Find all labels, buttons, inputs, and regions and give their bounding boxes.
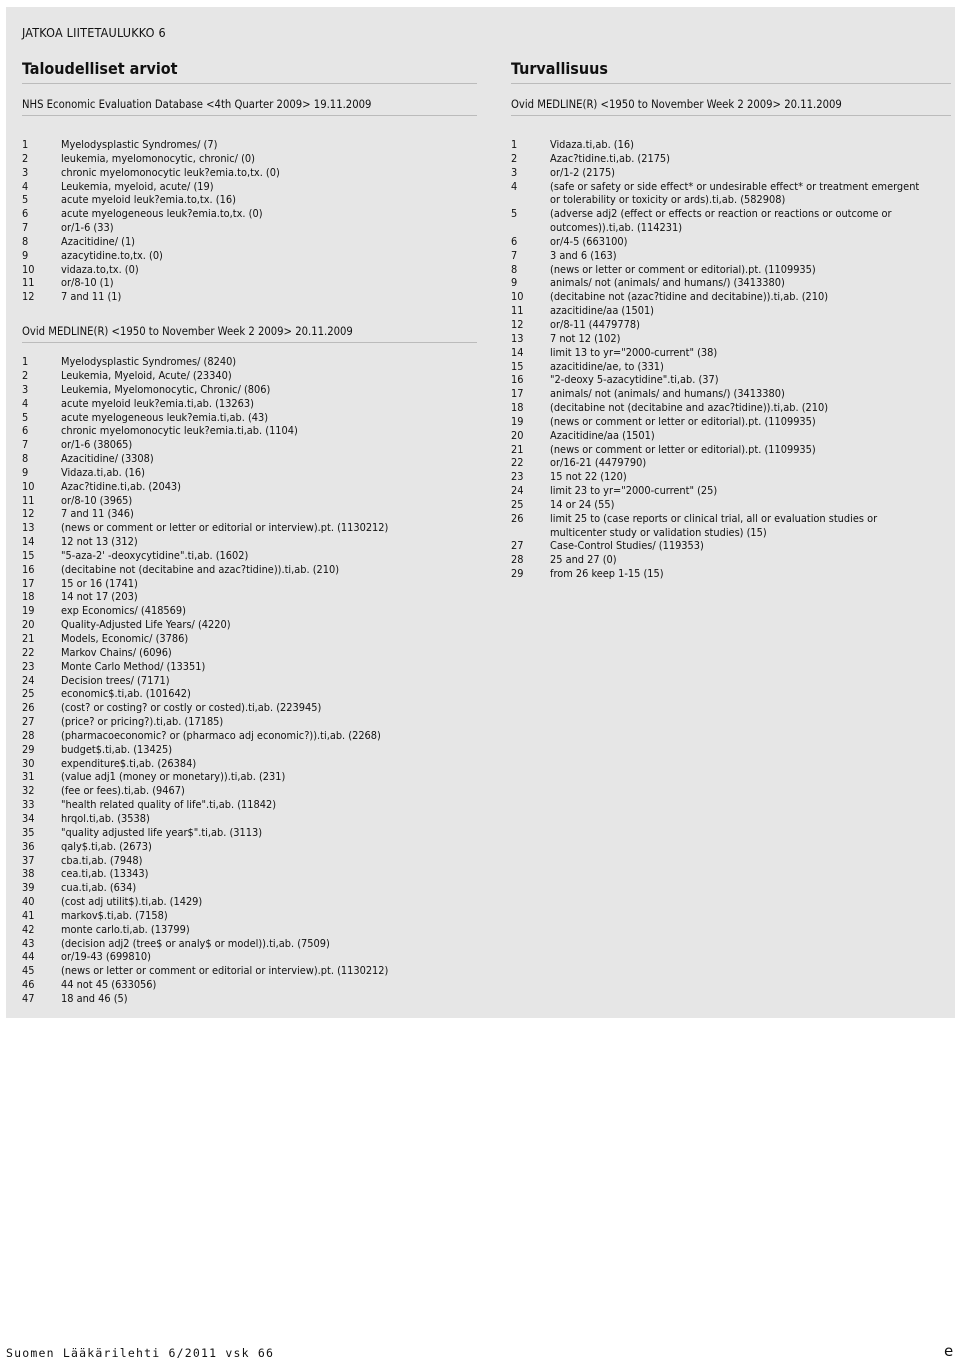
query-text: 14 not 17 (203) <box>61 590 138 604</box>
query-text: (safe or safety or side effect* or undesirable effect* or treatment emergent or tolerability or toxicity or ards).ti,ab. (582908) <box>550 179 920 207</box>
query-text: (news or comment or letter or editorial).pt. (1109935) <box>550 442 816 456</box>
query-text: 18 and 46 (5) <box>61 991 128 1005</box>
query-text: (pharmacoeconomic? or (pharmaco adj economic?)).ti,ab. (2268) <box>61 728 381 742</box>
query-text: (decitabine not (decitabine and azac?tidine)).ti,ab. (210) <box>550 401 829 415</box>
query-number: 45 <box>22 964 35 978</box>
query-number: 7 <box>22 221 29 235</box>
query-row <box>22 207 477 221</box>
query-number: 26 <box>511 511 524 525</box>
query-row <box>511 207 951 235</box>
query-number: 8 <box>22 234 29 248</box>
query-row <box>511 539 951 553</box>
query-number: 9 <box>22 465 29 479</box>
query-text: chronic myelomonocytic leuk?emia.to,tx. (0) <box>61 165 280 179</box>
query-row <box>22 521 477 535</box>
query-text: "health related quality of life".ti,ab. (11842) <box>61 798 277 812</box>
query-row <box>511 180 951 208</box>
query-text: from 26 keep 1-15 (15) <box>550 567 664 581</box>
query-number: 47 <box>22 991 35 1005</box>
query-row <box>22 452 477 466</box>
query-number: 1 <box>511 138 518 151</box>
query-number: 1 <box>22 355 29 369</box>
query-row <box>22 743 477 757</box>
query-number: 43 <box>22 936 35 950</box>
query-number: 29 <box>22 742 35 756</box>
query-text: (adverse adj2 (effect or effects or reaction or reactions or outcome or outcomes)).ti,ab. (114231) <box>550 207 892 235</box>
query-text: Case-Control Studies/ (119353) <box>550 539 704 553</box>
query-number: 3 <box>22 382 29 396</box>
query-text: 14 or 24 (55) <box>550 497 615 511</box>
query-row <box>22 397 477 411</box>
query-row <box>22 978 477 992</box>
query-row <box>22 466 477 480</box>
query-number: 23 <box>22 659 35 673</box>
query-text: acute myeloid leuk?emia.ti,ab. (13263) <box>61 396 254 410</box>
query-text: acute myeloid leuk?emia.to,tx. (16) <box>61 193 236 207</box>
query-number: 7 <box>22 438 29 452</box>
query-number: 17 <box>511 387 524 401</box>
query-row <box>22 494 477 508</box>
query-text: azacitidine/ae, to (331) <box>550 359 664 373</box>
query-number: 18 <box>511 401 524 415</box>
query-row <box>22 854 477 868</box>
query-row <box>511 332 951 346</box>
query-text: limit 25 to (case reports or clinical trial, all or evaluation studies or multicenter study or validation studies) (15) <box>550 511 878 539</box>
query-row <box>511 387 951 401</box>
query-text: economic$.ti,ab. (101642) <box>61 687 191 701</box>
query-row <box>22 193 477 207</box>
query-number: 12 <box>22 507 35 521</box>
query-row <box>22 152 477 166</box>
query-number: 2 <box>511 151 518 165</box>
query-text: (fee or fees).ti,ab. (9467) <box>61 784 185 798</box>
query-row <box>511 567 951 581</box>
query-row <box>22 632 477 646</box>
query-number: 5 <box>511 207 518 221</box>
query-row <box>511 512 951 540</box>
query-row <box>22 826 477 840</box>
query-text: azacitidine/aa (1501) <box>550 304 655 318</box>
query-row <box>22 992 477 1006</box>
query-text: chronic myelomonocytic leuk?emia.ti,ab. (1104) <box>61 424 298 438</box>
query-number: 12 <box>511 317 524 331</box>
query-row <box>511 498 951 512</box>
query-text: Azacitidine/ (3308) <box>61 452 154 466</box>
query-number: 4 <box>22 179 29 193</box>
query-text: (decision adj2 (tree$ or analy$ or model)).ti,ab. (7509) <box>61 936 330 950</box>
query-text: or/19-43 (699810) <box>61 950 151 964</box>
query-row <box>22 235 477 249</box>
query-number: 11 <box>22 276 35 290</box>
query-text: acute myelogeneous leuk?emia.ti,ab. (43) <box>61 410 269 424</box>
query-number: 3 <box>511 165 518 179</box>
safety-column <box>511 58 951 581</box>
section-title-safety: Turvallisuus <box>511 58 951 84</box>
query-number: 41 <box>22 908 35 922</box>
query-number: 5 <box>22 410 29 424</box>
query-number: 21 <box>22 632 35 645</box>
query-row <box>511 553 951 567</box>
query-text: 3 and 6 (163) <box>550 248 617 262</box>
query-text: or/8-10 (1) <box>61 276 114 290</box>
query-number: 37 <box>22 853 35 867</box>
query-text: cua.ti,ab. (634) <box>61 881 137 895</box>
query-row <box>22 249 477 263</box>
query-number: 2 <box>22 368 29 382</box>
query-text: (decitabine not (azac?tidine and decitabine)).ti,ab. (210) <box>550 290 829 304</box>
query-number: 3 <box>22 165 29 179</box>
query-text: Vidaza.ti,ab. (16) <box>61 465 145 479</box>
query-number: 20 <box>511 428 524 442</box>
query-text: (value adj1 (money or monetary)).ti,ab. (231) <box>61 770 286 784</box>
query-row <box>22 701 477 715</box>
query-number: 12 <box>22 290 35 304</box>
query-number: 19 <box>511 414 524 428</box>
query-text: 7 and 11 (1) <box>61 290 122 304</box>
query-row <box>511 346 951 360</box>
query-row <box>22 950 477 964</box>
query-number: 25 <box>511 497 524 511</box>
search-query-list <box>22 355 477 1006</box>
query-text: cea.ti,ab. (13343) <box>61 867 149 881</box>
query-row <box>22 411 477 425</box>
query-number: 15 <box>511 359 524 373</box>
page-header: JATKOA LIITETAULUKKO 6 <box>22 25 166 40</box>
query-text: Leukemia, Myeloid, Acute/ (23340) <box>61 368 232 382</box>
query-number: 14 <box>22 535 35 549</box>
database-line-nhs-eed: NHS Economic Evaluation Database <4th Quarter 2009> 19.11.2009 <box>22 97 477 116</box>
query-row <box>511 373 951 387</box>
query-text: Azacitidine/ (1) <box>61 234 135 248</box>
query-number: 40 <box>22 895 35 909</box>
query-row <box>511 138 951 152</box>
query-text: hrqol.ti,ab. (3538) <box>61 811 150 825</box>
query-text: (cost? or costing? or costly or costed).ti,ab. (223945) <box>61 701 322 715</box>
query-text: expenditure$.ti,ab. (26384) <box>61 756 197 770</box>
economic-evaluations-column <box>22 58 477 1006</box>
query-row <box>22 909 477 923</box>
query-text: or/16-21 (4479790) <box>550 456 647 470</box>
query-row <box>511 304 951 318</box>
query-number: 11 <box>511 304 524 318</box>
query-text: 7 not 12 (102) <box>550 331 621 345</box>
query-row <box>511 276 951 290</box>
query-text: exp Economics/ (418569) <box>61 604 186 618</box>
query-number: 20 <box>22 618 35 632</box>
query-number: 13 <box>22 521 35 535</box>
database-line-medline: Ovid MEDLINE(R) <1950 to November Week 2 2009> 20.11.2009 <box>22 324 477 343</box>
query-row <box>511 318 951 332</box>
query-number: 22 <box>511 456 524 470</box>
query-text: (cost adj utilit$).ti,ab. (1429) <box>61 895 203 909</box>
query-number: 9 <box>511 276 518 290</box>
query-number: 4 <box>511 179 518 193</box>
query-row <box>511 152 951 166</box>
query-text: (news or comment or letter or editorial or interview).pt. (1130212) <box>61 521 389 535</box>
query-number: 25 <box>22 687 35 701</box>
query-text: (news or letter or comment or editorial or interview).pt. (1130212) <box>61 964 389 978</box>
query-number: 46 <box>22 978 35 992</box>
query-number: 19 <box>22 604 35 618</box>
query-number: 15 <box>22 548 35 562</box>
query-number: 39 <box>22 881 35 895</box>
query-row <box>22 881 477 895</box>
query-number: 10 <box>22 262 35 276</box>
query-number: 26 <box>22 701 35 715</box>
query-text: cba.ti,ab. (7948) <box>61 853 143 867</box>
query-text: limit 13 to yr="2000-current" (38) <box>550 345 718 359</box>
query-number: 27 <box>511 539 524 553</box>
query-number: 23 <box>511 470 524 484</box>
query-number: 5 <box>22 193 29 207</box>
query-text: Models, Economic/ (3786) <box>61 632 189 645</box>
query-row <box>22 687 477 701</box>
query-row <box>22 812 477 826</box>
query-text: Decision trees/ (7171) <box>61 673 170 687</box>
database-line-medline: Ovid MEDLINE(R) <1950 to November Week 2 2009> 20.11.2009 <box>511 97 951 116</box>
query-row <box>22 383 477 397</box>
query-number: 7 <box>511 248 518 262</box>
query-row <box>511 484 951 498</box>
query-text: Myelodysplastic Syndromes/ (7) <box>61 138 218 151</box>
query-number: 44 <box>22 950 35 964</box>
query-row <box>511 263 951 277</box>
query-row <box>22 355 477 369</box>
query-row <box>22 180 477 194</box>
query-text: limit 23 to yr="2000-current" (25) <box>550 484 718 498</box>
query-row <box>22 964 477 978</box>
query-row <box>22 590 477 604</box>
query-row <box>22 660 477 674</box>
query-number: 8 <box>511 262 518 276</box>
query-number: 9 <box>22 248 29 262</box>
query-row <box>511 456 951 470</box>
query-row <box>511 166 951 180</box>
query-row <box>22 646 477 660</box>
query-text: leukemia, myelomonocytic, chronic/ (0) <box>61 151 255 165</box>
query-row <box>22 604 477 618</box>
query-number: 28 <box>511 553 524 567</box>
query-text: (news or letter or comment or editorial).pt. (1109935) <box>550 262 816 276</box>
query-number: 16 <box>511 373 524 387</box>
query-row <box>22 784 477 798</box>
query-row <box>22 798 477 812</box>
query-number: 14 <box>511 345 524 359</box>
query-row <box>511 415 951 429</box>
query-text: "2-deoxy 5-azacytidine".ti,ab. (37) <box>550 373 719 387</box>
query-number: 10 <box>511 290 524 304</box>
query-text: or/1-2 (2175) <box>550 165 616 179</box>
query-text: animals/ not (animals/ and humans/) (3413380) <box>550 276 785 290</box>
query-row <box>22 895 477 909</box>
query-row <box>22 549 477 563</box>
query-number: 24 <box>511 484 524 498</box>
query-text: qaly$.ti,ab. (2673) <box>61 839 152 853</box>
query-number: 24 <box>22 673 35 687</box>
query-number: 36 <box>22 839 35 853</box>
query-number: 22 <box>22 645 35 659</box>
query-number: 42 <box>22 922 35 936</box>
query-text: budget$.ti,ab. (13425) <box>61 742 173 756</box>
journal-footer: Suomen Lääkärilehti 6/2011 vsk 66 <box>6 1346 275 1360</box>
query-row <box>22 757 477 771</box>
query-number: 1 <box>22 138 29 151</box>
query-number: 21 <box>511 442 524 456</box>
query-row <box>22 867 477 881</box>
query-number: 38 <box>22 867 35 881</box>
query-row <box>22 290 477 304</box>
query-row <box>22 369 477 383</box>
query-number: 4 <box>22 396 29 410</box>
query-text: 15 or 16 (1741) <box>61 576 138 590</box>
query-number: 2 <box>22 151 29 165</box>
query-number: 30 <box>22 756 35 770</box>
query-text: (news or comment or letter or editorial).pt. (1109935) <box>550 414 816 428</box>
query-number: 33 <box>22 798 35 812</box>
query-row <box>22 729 477 743</box>
section-title-economic: Taloudelliset arviot <box>22 58 477 84</box>
query-row <box>22 507 477 521</box>
query-text: 12 not 13 (312) <box>61 535 138 549</box>
query-number: 35 <box>22 825 35 839</box>
query-text: acute myelogeneous leuk?emia.to,tx. (0) <box>61 207 263 221</box>
query-text: "5-aza-2' -deoxycytidine".ti,ab. (1602) <box>61 548 249 562</box>
query-row <box>511 235 951 249</box>
query-number: 10 <box>22 479 35 493</box>
query-number: 27 <box>22 715 35 729</box>
query-text: Azac?tidine.ti,ab. (2175) <box>550 151 670 165</box>
query-text: or/8-10 (3965) <box>61 493 133 507</box>
query-text: 7 and 11 (346) <box>61 507 134 521</box>
query-number: 11 <box>22 493 35 507</box>
query-text: 25 and 27 (0) <box>550 553 617 567</box>
query-text: Azac?tidine.ti,ab. (2043) <box>61 479 181 493</box>
query-text: or/1-6 (38065) <box>61 438 133 452</box>
query-row <box>511 401 951 415</box>
query-row <box>511 249 951 263</box>
footer-mark: e <box>944 1342 954 1360</box>
query-row <box>22 138 477 152</box>
query-text: azacytidine.to,tx. (0) <box>61 248 163 262</box>
query-row <box>22 840 477 854</box>
query-row <box>22 166 477 180</box>
query-row <box>22 674 477 688</box>
query-row <box>22 438 477 452</box>
query-number: 16 <box>22 562 35 576</box>
query-row <box>22 263 477 277</box>
query-text: Monte Carlo Method/ (13351) <box>61 659 206 673</box>
query-row <box>511 470 951 484</box>
query-text: animals/ not (animals/ and humans/) (3413380) <box>550 387 785 401</box>
query-text: (price? or pricing?).ti,ab. (17185) <box>61 715 224 729</box>
query-row <box>511 360 951 374</box>
query-text: Vidaza.ti,ab. (16) <box>550 138 634 151</box>
query-number: 29 <box>511 567 524 581</box>
query-row <box>22 923 477 937</box>
query-text: (decitabine not (decitabine and azac?tidine)).ti,ab. (210) <box>61 562 340 576</box>
query-text: Leukemia, Myelomonocytic, Chronic/ (806) <box>61 382 271 396</box>
query-row <box>22 563 477 577</box>
query-number: 13 <box>511 331 524 345</box>
query-row <box>22 715 477 729</box>
query-row <box>22 535 477 549</box>
query-text: Azacitidine/aa (1501) <box>550 428 655 442</box>
query-row <box>511 429 951 443</box>
query-text: monte carlo.ti,ab. (13799) <box>61 922 190 936</box>
query-row <box>511 443 951 457</box>
query-text: 15 not 22 (120) <box>550 470 627 484</box>
query-row <box>22 577 477 591</box>
query-number: 31 <box>22 770 35 784</box>
query-text: 44 not 45 (633056) <box>61 978 157 992</box>
query-row <box>22 480 477 494</box>
query-row <box>22 937 477 951</box>
query-text: or/4-5 (663100) <box>550 234 628 248</box>
query-text: or/1-6 (33) <box>61 221 114 235</box>
query-number: 32 <box>22 784 35 798</box>
query-text: Markov Chains/ (6096) <box>61 645 172 659</box>
search-query-list <box>22 138 477 304</box>
query-row <box>22 618 477 632</box>
query-text: or/8-11 (4479778) <box>550 317 640 331</box>
query-number: 28 <box>22 728 35 742</box>
query-text: "quality adjusted life year$".ti,ab. (3113) <box>61 825 263 839</box>
query-text: vidaza.to,tx. (0) <box>61 262 139 276</box>
query-text: Quality-Adjusted Life Years/ (4220) <box>61 618 231 632</box>
search-query-list <box>511 138 951 581</box>
query-number: 6 <box>22 207 29 221</box>
query-row <box>22 424 477 438</box>
query-row <box>22 221 477 235</box>
query-text: markov$.ti,ab. (7158) <box>61 908 168 922</box>
query-number: 18 <box>22 590 35 604</box>
query-number: 6 <box>511 234 518 248</box>
query-number: 6 <box>22 424 29 438</box>
query-text: Myelodysplastic Syndromes/ (8240) <box>61 355 237 369</box>
query-number: 34 <box>22 811 35 825</box>
query-number: 17 <box>22 576 35 590</box>
query-row <box>22 276 477 290</box>
query-row <box>22 770 477 784</box>
query-row <box>511 290 951 304</box>
query-number: 8 <box>22 452 29 466</box>
query-text: Leukemia, myeloid, acute/ (19) <box>61 179 214 193</box>
